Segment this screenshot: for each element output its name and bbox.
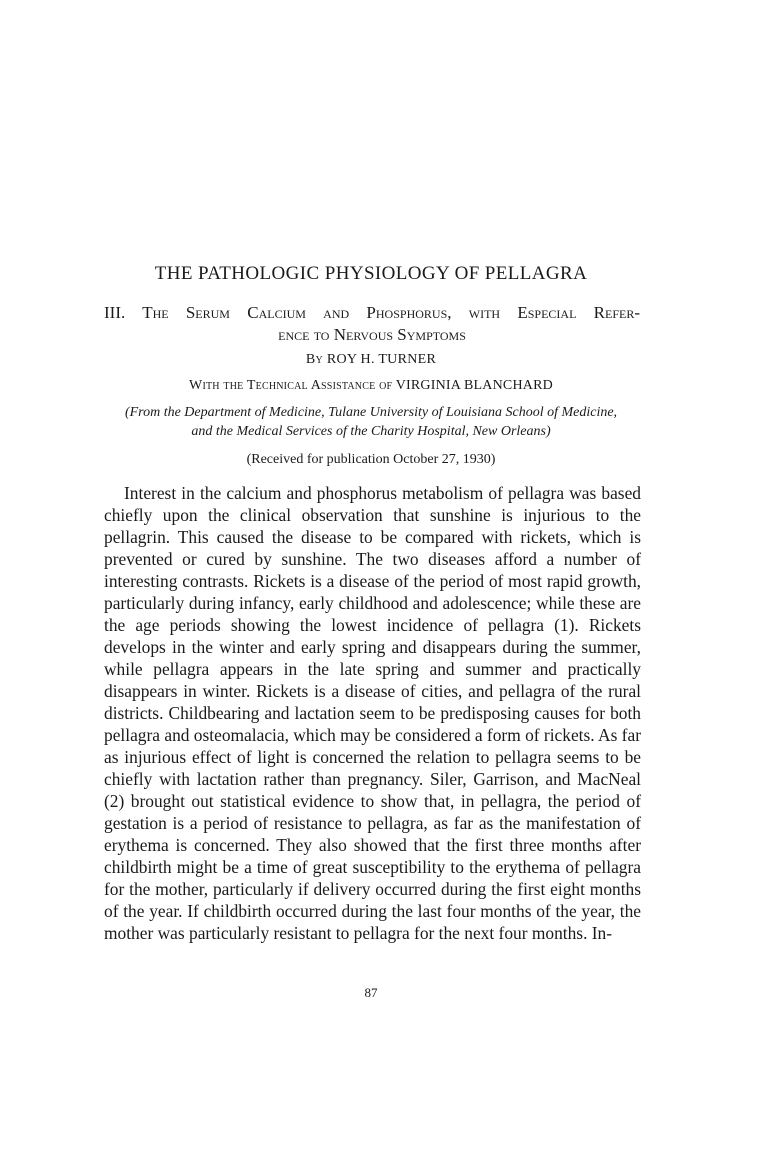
affiliation-line-2: and the Medical Services of the Charity Hospital, New Orleans): [191, 424, 551, 439]
body-paragraph: Interest in the calcium and phosphorus metabolism of pellagra was based chiefly upon the clinical observation that sunshine is injurious to the pellagrin. This caused the disease to be compared with rickets, which is prevented or cured by sunshine. The two diseases afford a number of interesting contrasts. Rickets is a disease of the period of most rapid growth, particularly during infancy, early childhood and adolescence; while these are the age periods showing the lowest incidence of pellagra (1). Rickets develops in the winter and early spring and disappears during the summer, while pellagra appears in the late spring and summer and practically disappears in winter. Rickets is a disease of cities, and pellagra of the rural districts. Childbearing and lactation seem to be predisposing causes for both pellagra and osteomalacia, which may be considered a form of rickets. As far as injurious effect of light is concerned the relation to pellagra seems to be chiefly with lactation rather than pregnancy. Siler, Garrison, and MacNeal (2) brought out statistical evidence to show that, in pellagra, the period of gestation is a period of resistance to pellagra, as far as the manifestation of erythema is concerned. They also showed that the first three months after childbirth might be a time of great susceptibility to the erythema of pellagra for the mother, particularly if delivery occurred during the first eight months of the year. If childbirth occurred during the last four months of the year, the mother was particularly resistant to pellagra for the next four months. In-: [104, 483, 641, 943]
article-subtitle: [104, 302, 640, 346]
affiliation: [100, 403, 642, 441]
subtitle-line-1: III. The Serum Calcium and Phosphorus, with Especial Refer-: [104, 303, 640, 322]
page-number: 87: [364, 985, 378, 1000]
author-byline: By ROY H. TURNER: [305, 352, 437, 367]
article-title: THE PATHOLOGIC PHYSIOLOGY OF PELLAGRA: [154, 263, 588, 284]
received-date: (Received for publication October 27, 1930): [246, 452, 496, 467]
technical-assistance: With the Technical Assistance of VIRGINIA BLANCHARD: [189, 378, 553, 393]
subtitle-line-2: ence to Nervous Symptoms: [278, 325, 466, 344]
affiliation-line-1: (From the Department of Medicine, Tulane University of Louisiana School of Medicine,: [124, 405, 618, 420]
